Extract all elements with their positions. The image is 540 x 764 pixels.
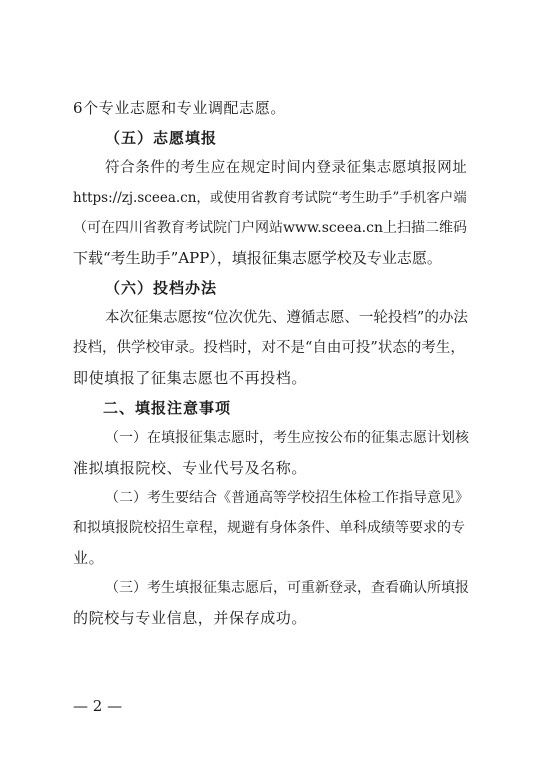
section-heading-notes: 二、填报注意事项 bbox=[103, 399, 232, 417]
body-text-line: （二）考生要结合《普通高等学校招生体检工作指导意见》 bbox=[105, 490, 469, 506]
body-text-line: （可在四川省教育考试院门户网站www.sceea.cn上扫描二维码 bbox=[73, 220, 467, 236]
body-text-line: https://zj.sceea.cn，或使用省教育考试院“考生助手”手机客户端 bbox=[73, 190, 467, 206]
body-text-line: （三）考生填报征集志愿后，可重新登录，查看确认所填报 bbox=[105, 580, 469, 596]
page-number: — 2 — bbox=[73, 697, 123, 715]
body-text-line: 的院校与专业信息，并保存成功。 bbox=[73, 609, 308, 627]
subsection-heading-volunteer-filling: （五）志愿填报 bbox=[105, 129, 218, 147]
body-text-line: 6个专业志愿和专业调配志愿。 bbox=[73, 99, 286, 117]
body-text-line: 投档，供学校审录。投档时，对不是“自由可投”状态的考生， bbox=[73, 340, 465, 356]
body-text-line: 符合条件的考生应在规定时间内登录征集志愿填报网址 bbox=[105, 160, 468, 176]
body-text-line: 和拟填报院校招生章程，规避有身体条件、单科成绩等要求的专 bbox=[73, 520, 465, 536]
body-text-line: 即使填报了征集志愿也不再投档。 bbox=[73, 369, 308, 387]
body-text-line: 业。 bbox=[73, 549, 105, 567]
body-text-line: 下载“考生助手”APP），填报征集志愿学校及专业志愿。 bbox=[73, 249, 442, 267]
body-text-line: 准拟填报院校、专业代号及名称。 bbox=[73, 459, 308, 477]
body-text-line: （一）在填报征集志愿时，考生应按公布的征集志愿计划核 bbox=[105, 430, 469, 446]
subsection-heading-submission-method: （六）投档办法 bbox=[105, 279, 218, 297]
body-text-line: 本次征集志愿按“位次优先、遵循志愿、一轮投档”的办法 bbox=[105, 310, 468, 326]
